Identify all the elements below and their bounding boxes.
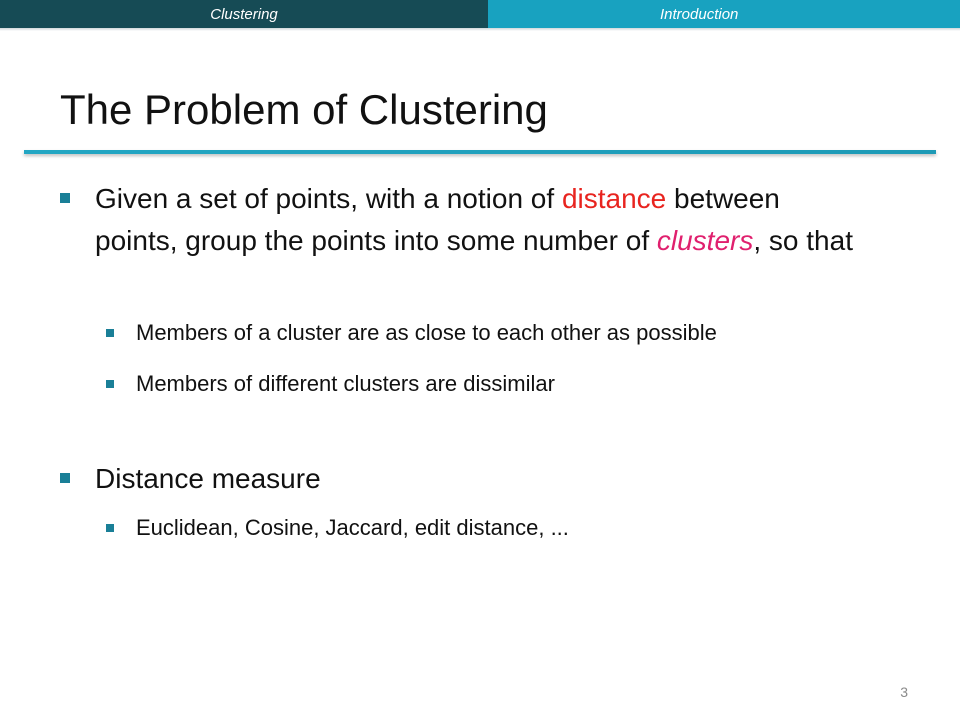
header-shadow — [0, 28, 960, 31]
bullet-clustering-definition — [60, 178, 865, 262]
header-tab-introduction-label: Introduction — [660, 5, 739, 23]
bullet-text-part: Given a set of points, with a notion of — [95, 183, 562, 214]
sub-bullet-text: Members of different clusters are dissimilar — [136, 371, 555, 396]
sub-bullet-square-icon — [106, 380, 114, 388]
bullet-square-icon — [60, 193, 70, 203]
header-tab-introduction — [488, 0, 960, 28]
sub-bullet-dissimilar-members — [106, 369, 555, 399]
title-divider — [24, 150, 936, 154]
highlight-clusters: clusters — [656, 225, 754, 256]
sub-bullet-text: Euclidean, Cosine, Jaccard, edit distance, ... — [136, 515, 569, 540]
bullet-text: Distance measure — [95, 463, 321, 494]
sub-bullet-square-icon — [106, 524, 114, 532]
header-tab-clustering-label: Clustering — [210, 5, 278, 23]
highlight-distance: distance — [561, 183, 667, 214]
bullet-text-part: between points, group the points into some number of — [95, 183, 780, 256]
sub-bullet-close-members — [106, 318, 717, 348]
bullet-distance-measure — [60, 458, 865, 500]
bullet-text-part: , so that — [753, 225, 853, 256]
sub-bullet-text: Members of a cluster are as close to each other as possible — [136, 320, 717, 345]
sub-bullet-square-icon — [106, 329, 114, 337]
page-number: 3 — [900, 684, 908, 700]
header-tab-clustering — [0, 0, 488, 28]
bullet-square-icon — [60, 473, 70, 483]
header-bar — [0, 0, 960, 28]
sub-bullet-distance-examples — [106, 513, 569, 543]
slide-title: The Problem of Clustering — [60, 86, 548, 133]
bullet-text — [95, 178, 865, 262]
